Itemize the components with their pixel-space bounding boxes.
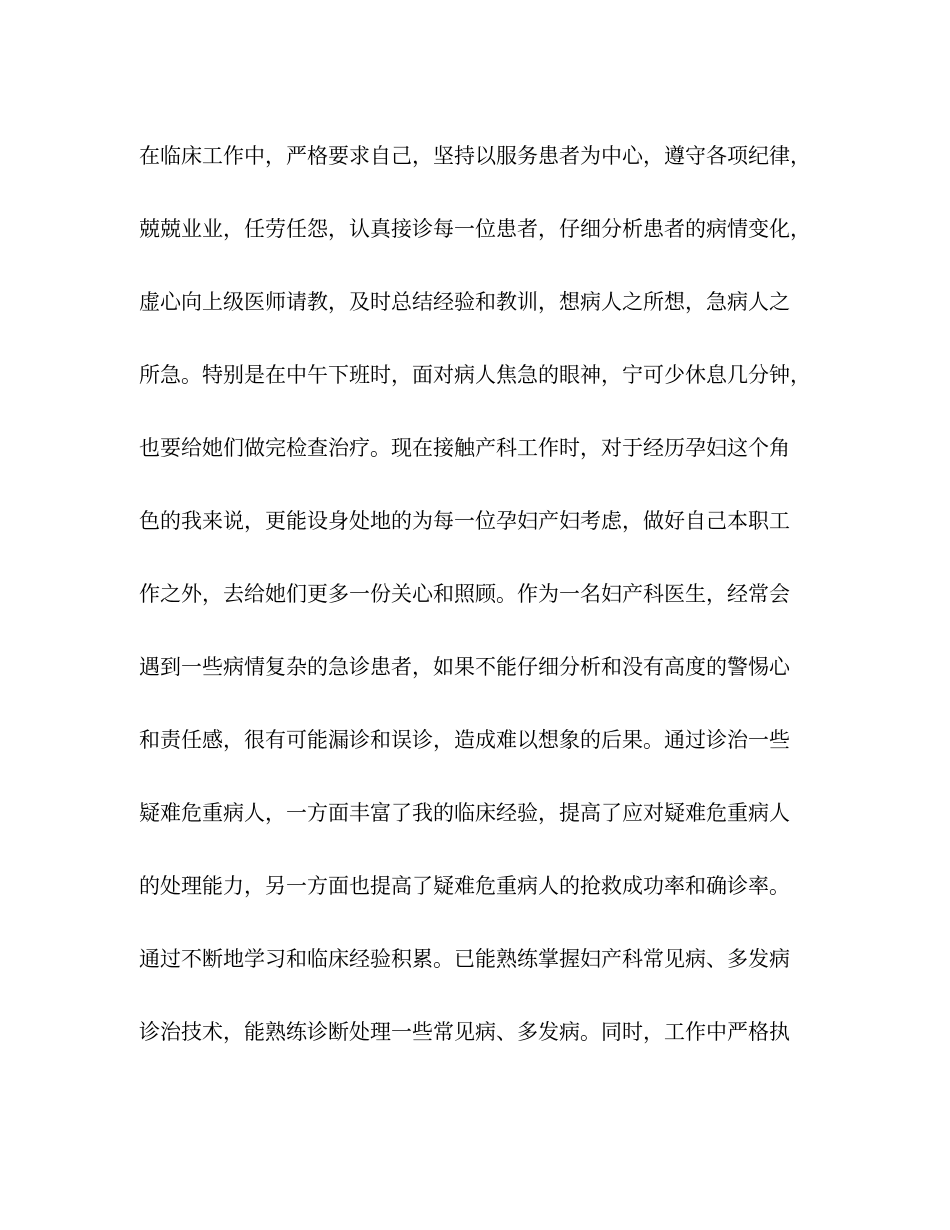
text-line: 兢兢业业，任劳任怨，认真接诊每一位患者，仔细分析患者的病情变化， [139,217,811,241]
text-line: 和责任感，很有可能漏诊和误诊，造成难以想象的后果。通过诊治一些 [139,728,790,752]
text-line: 在临床工作中，严格要求自己，坚持以服务患者为中心，遵守各项纪律， [139,144,811,168]
document-body [139,136,839,1085]
text-line: 遇到一些病情复杂的急诊患者，如果不能仔细分析和没有高度的警惕心 [139,655,790,679]
text-line: 也要给她们做完检查治疗。现在接触产科工作时，对于经历孕妇这个角 [139,436,790,460]
text-line: 色的我来说，更能设身处地的为每一位孕妇产妇考虑，做好自己本职工 [139,509,790,533]
text-line: 所急。特别是在中午下班时，面对病人焦急的眼神，宁可少休息几分钟， [139,363,811,387]
text-line: 的处理能力，另一方面也提高了疑难危重病人的抢救成功率和确诊率。 [139,874,790,898]
text-line: 诊治技术，能熟练诊断处理一些常见病、多发病。同时，工作中严格执 [139,1020,790,1044]
text-line: 疑难危重病人，一方面丰富了我的临床经验，提高了应对疑难危重病人 [139,801,790,825]
text-line: 虚心向上级医师请教，及时总结经验和教训，想病人之所想，急病人之 [139,290,790,314]
text-line: 作之外，去给她们更多一份关心和照顾。作为一名妇产科医生，经常会 [139,582,790,606]
text-line: 通过不断地学习和临床经验积累。已能熟练掌握妇产科常见病、多发病 [139,947,790,971]
